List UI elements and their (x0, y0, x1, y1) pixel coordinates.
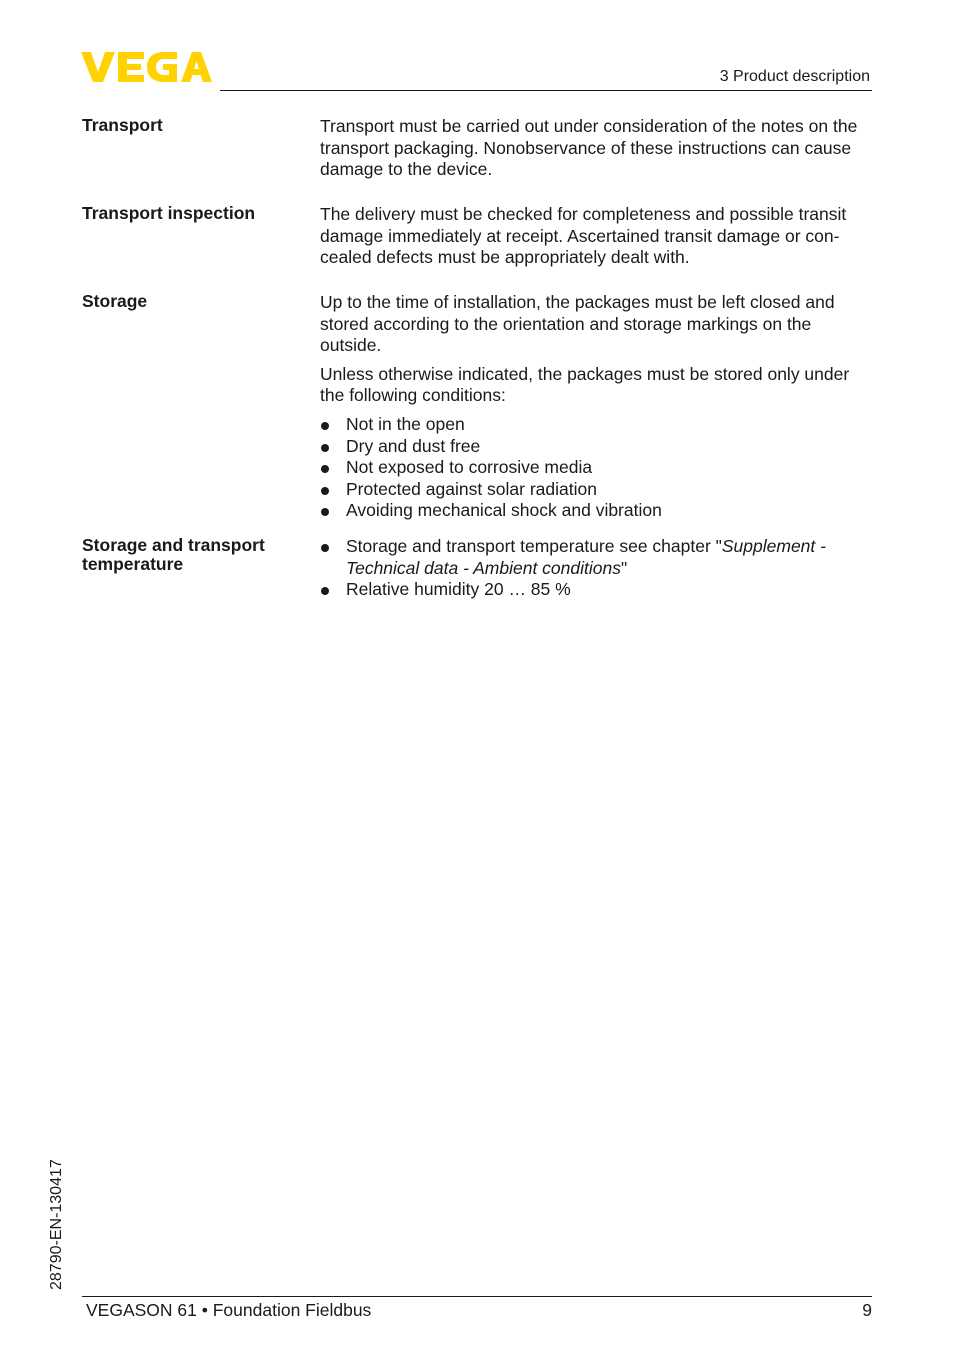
list-item: Dry and dust free (320, 436, 872, 458)
paragraph: The delivery must be checked for completeness and possible transit damage immediately at receipt. Ascertained transit damage or con-cealed defects must be appropriately dealt with. (320, 204, 847, 268)
header-rule (220, 90, 872, 91)
section-label: Transport inspection (82, 203, 256, 223)
list-item: Avoiding mechanical shock and vibration (320, 500, 872, 522)
section-content (320, 536, 872, 601)
page-number: 9 (862, 1300, 872, 1320)
list-item: Protected against solar radiation (320, 479, 872, 501)
section-title: 3 Product description (719, 68, 870, 85)
storage-conditions-list (320, 414, 872, 522)
list-item: Not exposed to corrosive media (320, 457, 872, 479)
list-item: Relative humidity 20 … 85 % (320, 579, 872, 601)
footer-title: VEGASON 61 • Foundation Fieldbus (86, 1300, 372, 1320)
list-item: Not in the open (320, 414, 872, 436)
vega-logo (81, 50, 212, 84)
section-label: Transport (82, 115, 163, 135)
paragraph: Transport must be carried out under consideration of the notes on the transport packaging. Nonobservance of these instructions can cause damage to the device. (320, 116, 858, 180)
list-item-text: " (620, 557, 628, 578)
list-item (320, 536, 872, 579)
section-label: Storage (82, 291, 148, 311)
section-content (320, 292, 872, 522)
section-content (320, 204, 872, 276)
chapter-reference[interactable]: Supplement - Technical data - Ambient conditions (346, 536, 826, 578)
paragraph: Up to the time of installation, the packages must be left closed and stored according to the orientation and storage markings on the outside. (320, 292, 835, 356)
document-code: 28790-EN-130417 (48, 1159, 65, 1290)
paragraph: Unless otherwise indicated, the packages must be stored only under the following conditions: (320, 363, 850, 406)
section-label: Storage and transport temperature (82, 535, 265, 574)
temperature-list (320, 536, 872, 601)
section-content (320, 116, 872, 188)
footer-rule (82, 1296, 872, 1297)
list-item-text: Storage and transport temperature see chapter " (346, 536, 722, 556)
